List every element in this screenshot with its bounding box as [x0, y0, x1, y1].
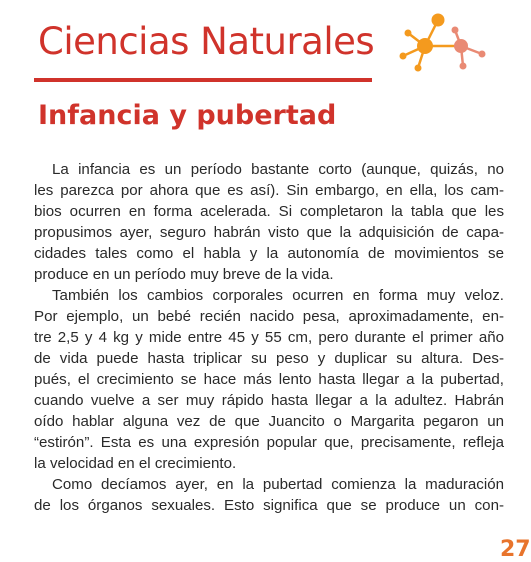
page-number: 27 — [500, 537, 531, 562]
paragraph-line: les parezca por ahora que es así). Sin embargo, en ella, los cam- — [34, 182, 504, 199]
paragraph-line: tre 2,5 y 4 kg y mide entre 45 y 55 cm, pero durante el primer año — [34, 329, 504, 346]
paragraph-line: bios ocurren en forma acelerada. Si completaron la tabla que les — [34, 203, 504, 220]
paragraph-line: También los cambios corporales ocurren en forma muy veloz. — [52, 287, 504, 304]
paragraph-line: Por ejemplo, un bebé recién nacido pesa, aproximadamente, en- — [34, 308, 504, 325]
molecule-icon — [383, 8, 493, 78]
paragraph-line: La infancia es un período bastante corto (aunque, quizás, no — [52, 161, 504, 178]
paragraph-line: Como decíamos ayer, en la pubertad comienza la maduración — [52, 476, 504, 493]
paragraph-line: oído hablar alguna vez de que Juancito o Margarita pegaron un — [34, 413, 504, 430]
paragraph-line: la velocidad en el crecimiento. — [34, 455, 237, 472]
paragraph-line: pués, el crecimiento se hace más lento hasta llegar a la pubertad, — [34, 371, 504, 388]
paragraph-line: cuando vuelve a ser muy rápido hasta llegar a la adultez. Habrán — [34, 392, 504, 409]
paragraph-line: produce en un período muy breve de la vida. — [34, 266, 334, 283]
paragraph-line: de los órganos sexuales. Esto significa que se produce un con- — [34, 497, 504, 514]
header-rule — [34, 78, 372, 82]
paragraph-line: de vida puede hasta triplicar su peso y duplicar su altura. Des- — [34, 350, 504, 367]
paragraph-line: “estirón”. Esta es una expresión popular que, precisamente, refleja — [34, 434, 504, 451]
section-title: Infancia y pubertad — [38, 100, 337, 131]
body-text — [34, 159, 504, 516]
subject-title: Ciencias Naturales — [38, 20, 375, 63]
paragraph-line: propusimos ayer, seguro habrán visto que la adquisición de capa- — [34, 224, 504, 241]
paragraph-line: cidades tales como el habla y la autonomía de movimientos se — [34, 245, 504, 262]
